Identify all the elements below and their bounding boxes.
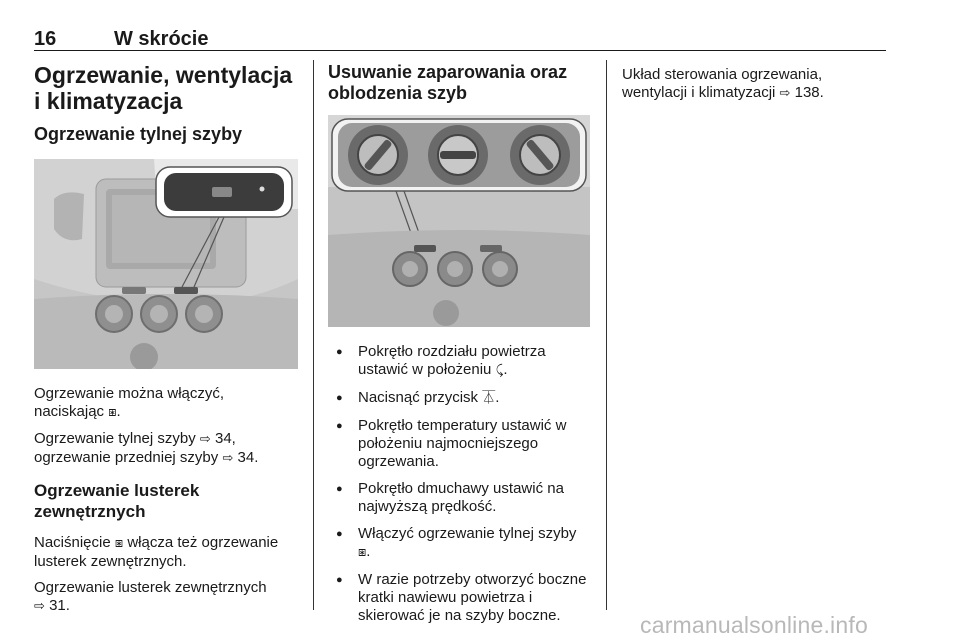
- rear-window-heat-icon: ⧆: [114, 536, 124, 551]
- rear-window-heat-photo: [34, 159, 298, 369]
- section-heading: Usuwanie zaparowania oraz oblodzenia szyb: [328, 62, 568, 103]
- page-title: W skrócie: [114, 28, 209, 50]
- page-header: [34, 28, 886, 51]
- section-heading: Ogrzewanie, wentylacja i klimatyzacja: [34, 62, 293, 114]
- defrost-controls-photo: [328, 115, 590, 327]
- page-reference-arrow-icon: ⇨: [222, 451, 234, 466]
- list-item: ● Pokrętło rozdziału powietrza ustawić w położeniu ⤹.: [328, 343, 590, 380]
- column-divider: [313, 60, 314, 610]
- column-middle: [328, 62, 590, 634]
- column-right: [622, 62, 884, 103]
- subsection-heading: Ogrzewanie tylnej szyby: [34, 124, 243, 144]
- paragraph: Ogrzewanie lusterek zewnętrznych ⇨ 31.: [34, 579, 267, 614]
- paragraph: Układ sterowania ogrzewania, wentylacji i klimatyzacji ⇨ 138.: [622, 66, 824, 101]
- column-divider: [606, 60, 607, 610]
- list-item: ● W razie potrzeby otworzyć boczne kratki nawiewu powietrza i skierować je na szyby boczne.: [328, 571, 590, 625]
- list-item: ● Pokrętło dmuchawy ustawić na najwyższą prędkość.: [328, 480, 590, 516]
- windscreen-defrost-icon: ⏄: [482, 391, 496, 406]
- instruction-list: [328, 343, 590, 625]
- subsection-heading: Ogrzewanie lusterek zewnętrznych: [34, 481, 200, 521]
- page-reference-arrow-icon: ⇨: [34, 599, 45, 614]
- paragraph: Ogrzewanie tylnej szyby ⇨ 34, ogrzewanie przedniej szyby ⇨ 34.: [34, 430, 259, 466]
- watermark: carmanualsonline.info: [640, 612, 868, 638]
- page-reference-arrow-icon: ⇨: [199, 432, 211, 447]
- air-distribution-icon: ⤹: [495, 363, 504, 378]
- rear-window-heat-icon: ⧆: [358, 545, 367, 560]
- rear-window-heat-icon: ⧆: [108, 405, 117, 420]
- list-item: ● Pokrętło temperatury ustawić w położeniu najmocniejszego ogrzewania.: [328, 417, 590, 471]
- column-left: [34, 62, 298, 616]
- paragraph: Naciśnięcie ⧆ włącza też ogrzewanie lusterek zewnętrznych.: [34, 534, 279, 570]
- list-item: ● Włączyć ogrzewanie tylnej szyby ⧆.: [328, 525, 590, 562]
- paragraph: Ogrzewanie można włączyć, naciskając ⧆.: [34, 385, 225, 420]
- page-number: 16: [34, 28, 57, 50]
- page-reference-arrow-icon: ⇨: [779, 86, 791, 101]
- list-item: ● Nacisnąć przycisk ⏄.: [328, 389, 590, 408]
